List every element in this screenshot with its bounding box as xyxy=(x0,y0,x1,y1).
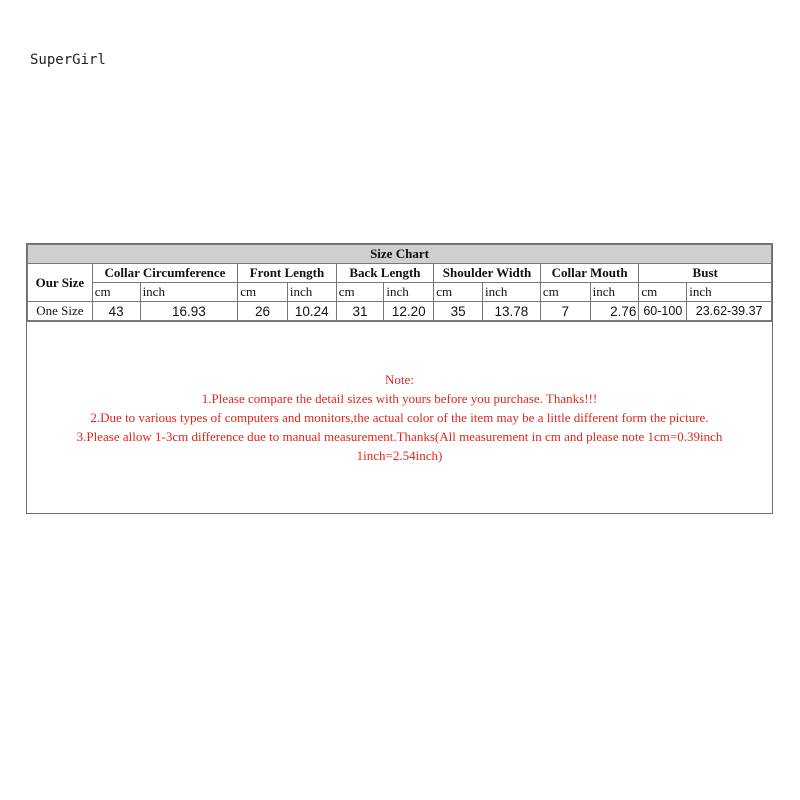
cell-front-cm: 26 xyxy=(238,302,288,321)
unit-cm: cm xyxy=(540,283,590,302)
col-header-collar-circumference: Collar Circumference xyxy=(92,264,238,283)
unit-inch: inch xyxy=(287,283,336,302)
unit-inch: inch xyxy=(483,283,541,302)
our-size-header: Our Size xyxy=(28,264,93,302)
table-title: Size Chart xyxy=(28,245,772,264)
unit-inch: inch xyxy=(590,283,639,302)
note-line-4: 1inch=2.54inch) xyxy=(356,448,443,463)
size-chart xyxy=(26,243,773,514)
brand-name: SuperGirl xyxy=(30,52,106,68)
cell-shoulder-inch: 13.78 xyxy=(483,302,541,321)
unit-cm: cm xyxy=(92,283,140,302)
table-row xyxy=(28,302,772,321)
col-header-front-length: Front Length xyxy=(238,264,337,283)
col-header-back-length: Back Length xyxy=(336,264,433,283)
cell-collar-inch: 16.93 xyxy=(140,302,238,321)
unit-inch: inch xyxy=(384,283,434,302)
cell-front-inch: 10.24 xyxy=(287,302,336,321)
unit-cm: cm xyxy=(434,283,483,302)
cell-collar-cm: 43 xyxy=(92,302,140,321)
cell-mouth-cm: 7 xyxy=(540,302,590,321)
cell-shoulder-cm: 35 xyxy=(434,302,483,321)
row-label: One Size xyxy=(28,302,93,321)
col-header-collar-mouth: Collar Mouth xyxy=(540,264,639,283)
note-line-2: 2.Due to various types of computers and monitors,the actual color of the item may be a little different form the picture. xyxy=(90,410,709,425)
cell-mouth-inch: 2.76 xyxy=(590,302,639,321)
note-line-1: 1.Please compare the detail sizes with yours before you purchase. Thanks!!! xyxy=(201,391,598,406)
size-table xyxy=(27,244,772,321)
note-line-3: 3.Please allow 1-3cm difference due to manual measurement.Thanks(All measurement in cm and please note 1cm=0.39inch xyxy=(76,429,723,444)
col-header-bust: Bust xyxy=(639,264,772,283)
cell-back-inch: 12.20 xyxy=(384,302,434,321)
unit-inch: inch xyxy=(140,283,238,302)
note-heading: Note: xyxy=(385,372,414,387)
notes-section xyxy=(27,321,772,513)
cell-bust-inch: 23.62-39.37 xyxy=(687,302,772,321)
cell-back-cm: 31 xyxy=(336,302,384,321)
unit-cm: cm xyxy=(336,283,384,302)
unit-cm: cm xyxy=(639,283,687,302)
cell-bust-cm: 60-100 xyxy=(639,302,687,321)
col-header-shoulder-width: Shoulder Width xyxy=(434,264,541,283)
unit-cm: cm xyxy=(238,283,288,302)
unit-inch: inch xyxy=(687,283,772,302)
